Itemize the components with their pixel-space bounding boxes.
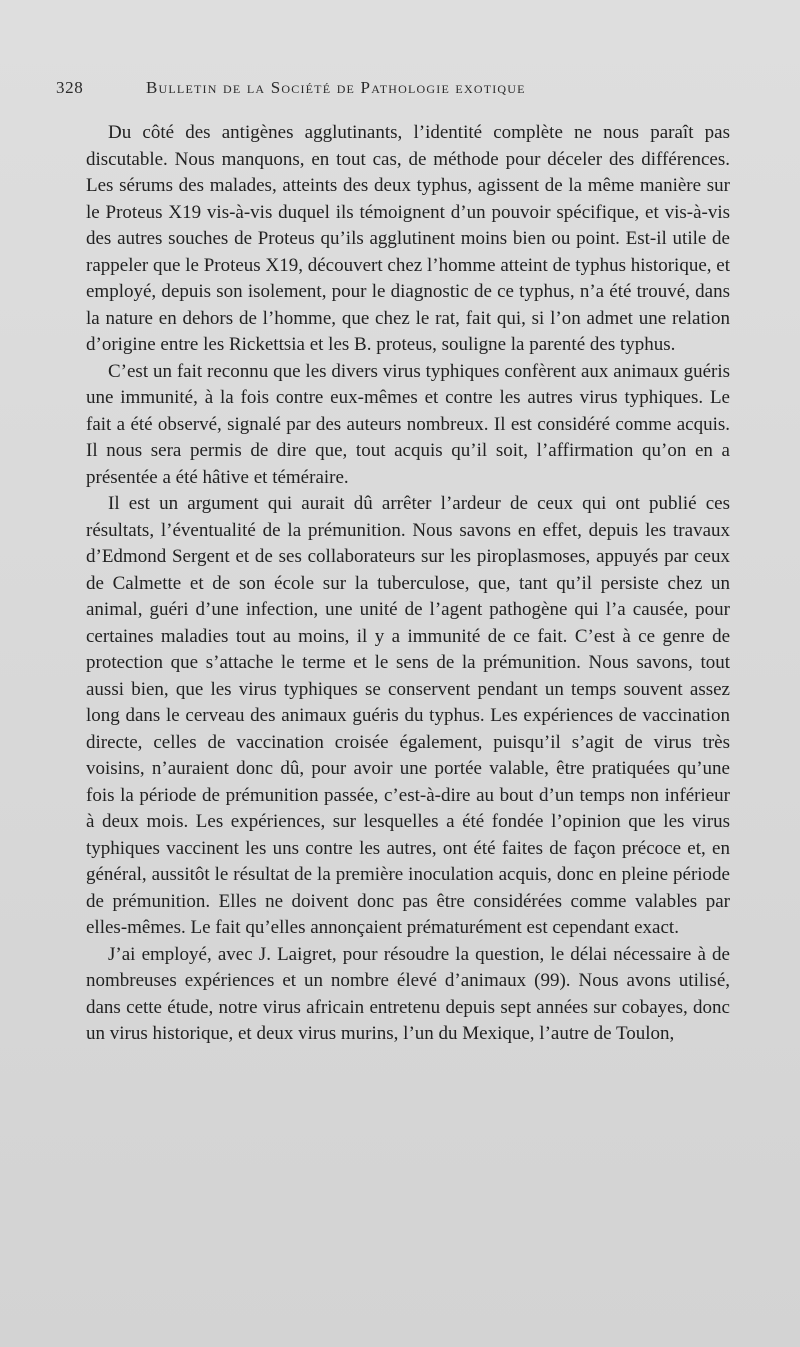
paragraph-4: J’ai employé, avec J. Laigret, pour résoudre la question, le délai nécessaire à de nombreuses expériences et un nombre élevé d’animaux (99). Nous avons utilisé, dans cette étude, notre virus africain entretenu depuis sept années sur cobayes, donc un virus historique, et deux virus murins, l’un du Mexique, l’autre de Toulon, bbox=[86, 943, 730, 1044]
paragraph-2: C’est un fait reconnu que les divers virus typhiques confèrent aux animaux guéris une immunité, à la fois contre eux-mêmes et contre les autres virus typhiques. Le fait a été observé, signalé par des auteurs nombreux. Il est considéré comme acquis. Il nous sera permis de dire que, tout acquis qu’il soit, l’affirmation qu’on en a présentée a été hâtive et téméraire. bbox=[86, 360, 730, 488]
running-title: Bulletin de la Société de Pathologie exotique bbox=[146, 78, 526, 97]
paragraph-3: Il est un argument qui aurait dû arrêter l’ardeur de ceux qui ont publié ces résultats, l’éventualité de la prémunition. Nous savons en effet, depuis les travaux d’Edmond Sergent et de ses collaborateurs sur les piroplasmoses, appuyés par ceux de Calmette et de son école sur la tuberculose, que, tant qu’il persiste chez un animal, guéri d’une infection, une unité de l’agent pathogène qui l’a causée, pour certaines maladies tout au moins, il y a immunité de ce fait. C’est à ce genre de protection que s’attache le terme et le sens de la prémunition. Nous savons, tout aussi bien, que les virus typhiques se conservent pendant un temps souvent assez long dans le cerveau des animaux guéris du typhus. Les expériences de vaccination directe, celles de vaccination croisée également, puisqu’il s’agit de virus très voisins, n’auraient donc dû, pour avoir une portée valable, être pratiquées qu’une fois la période de prémunition passée, c’est-à-dire au bout d’un temps non inférieur à deux mois. Les expériences, sur lesquelles a été fondée l’opinion que les virus typhiques vaccinent les uns contre les autres, ont été faites de façon précoce et, en général, aussitôt le résultat de la première inoculation acquis, donc en pleine période de prémunition. Elles ne doivent donc pas être considérées comme valables par elles-mêmes. Le fait qu’elles annonçaient prématurément est cependant exact. bbox=[86, 493, 730, 938]
paragraph-1: Du côté des antigènes agglutinants, l’identité complète ne nous paraît pas discutable. Nous manquons, en tout cas, de méthode pour déceler des différences. Les sérums des malades, atteints des deux typhus, agissent de la même manière sur le Proteus X19 vis-à-vis duquel ils témoignent d’un pouvoir spécifique, et vis-à-vis des autres souches de Proteus qu’ils agglutinent moins bien ou point. Est-il utile de rappeler que le Proteus X19, découvert chez l’homme atteint de typhus historique, et employé, depuis son isolement, pour le diagnostic de ce typhus, n’a été trouvé, dans la nature en dehors de l’homme, que chez le rat, fait qui, si l’on admet une relation d’origine entre les Rickettsia et les B. proteus, souligne la parenté des typhus. bbox=[86, 122, 730, 355]
body-text bbox=[86, 120, 730, 1048]
page-number: 328 bbox=[56, 78, 84, 97]
page-header bbox=[56, 78, 686, 104]
